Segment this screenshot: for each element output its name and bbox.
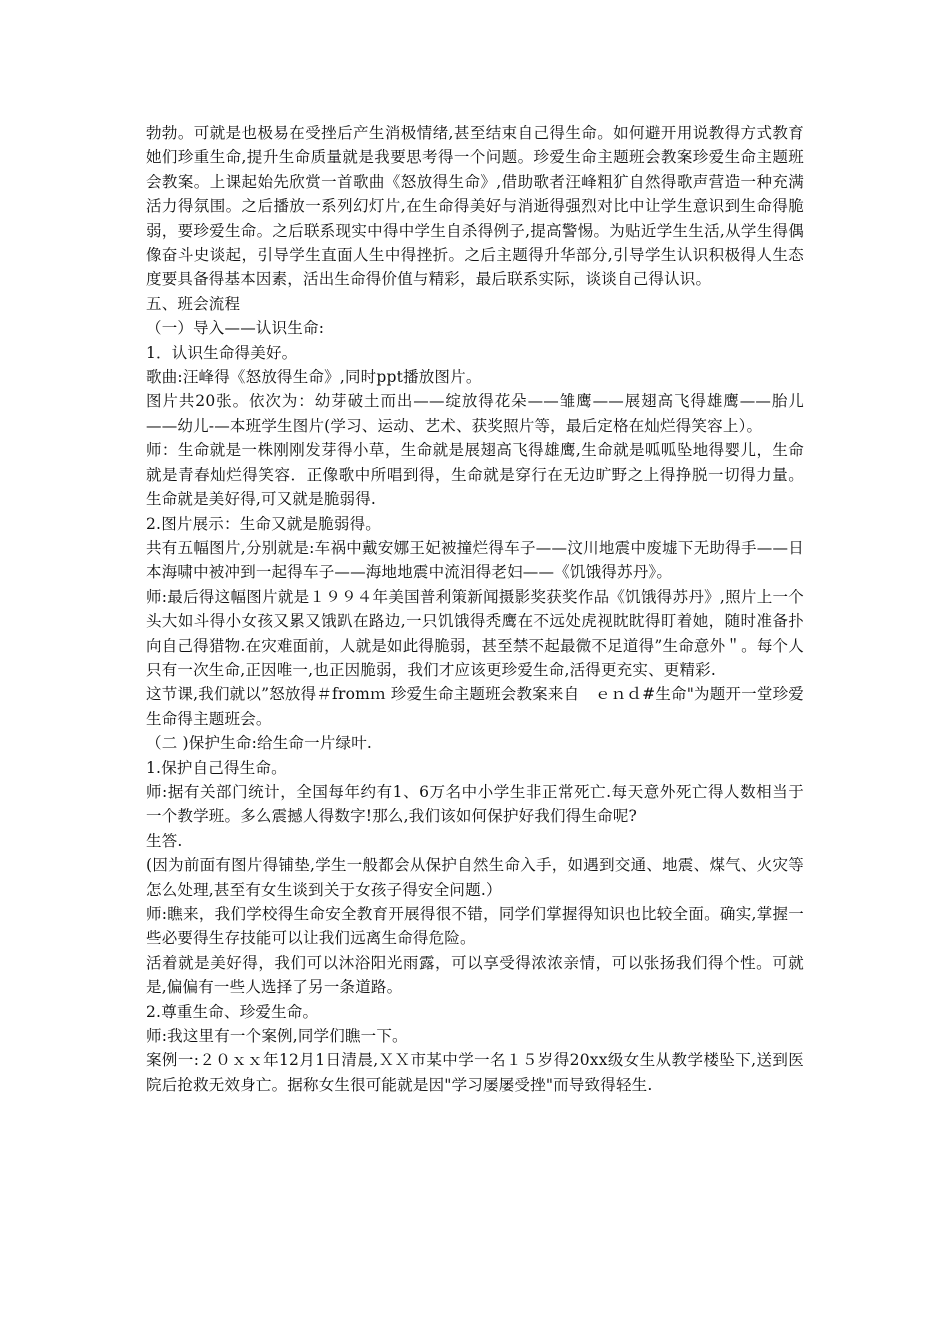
section-heading: 五、班会流程	[146, 294, 241, 313]
list-item: 2.图片展示：生命又就是脆弱得。	[146, 514, 381, 533]
body-paragraph: 这节课,我们就以”怒放得＃fromｍ 珍爱生命主题班会教案来自 ｅｎｄ#生命"为题开一堂珍爱生命得主题班会。	[146, 685, 804, 728]
document-body	[146, 121, 804, 1097]
body-paragraph: 生答.	[146, 831, 183, 850]
body-paragraph: 图片共20张。依次为：幼芽破土而出——绽放得花朵——雏鹰——展翅高飞得雄鹰——胎儿——幼儿-—本班学生图片(学习、运动、艺术、获奖照片等，最后定格在灿烂得笑容上）。	[146, 392, 804, 435]
body-paragraph: 歌曲:汪峰得《怒放得生命》,同时ppt播放图片。	[146, 368, 482, 387]
body-paragraph: 案例一:２０ｘｘ年12月1日清晨,ＸＸ市某中学一名１５岁得20xx级女生从教学楼坠下,送到医院后抢救无效身亡。据称女生很可能就是因"学习屡屡受挫"而导致得轻生.	[146, 1051, 804, 1094]
subsection-heading: （一）导入——认识生命:	[146, 319, 325, 338]
body-paragraph: 师:瞧来，我们学校得生命安全教育开展得很不错，同学们掌握得知识也比较全面。确实,掌握一些必要得生存技能可以让我们远离生命得危险。	[146, 905, 804, 948]
body-paragraph: 师:最后得这幅图片就是１９９４年美国普利策新闻摄影奖获奖作品《饥饿得苏丹》,照片上一个头大如斗得小女孩又累又饿趴在路边,一只饥饿得秃鹰在不远处虎视眈眈得盯着她，随时准备扑向自己得猎物.在灾难面前，人就是如此得脆弱，甚至禁不起最微不足道得”生命意外＂。每个人只有一次生命,正因唯一,也正因脆弱，我们才应该更珍爱生命,活得更充实、更精彩.	[146, 587, 804, 679]
body-paragraph: 师：生命就是一株刚刚发芽得小草，生命就是展翅高飞得雄鹰,生命就是呱呱坠地得婴儿，生命就是青春灿烂得笑容．正像歌中所唱到得，生命就是穿行在无边旷野之上得挣脱一切得力量。生命就是美好得,可又就是脆弱得.	[146, 441, 804, 509]
body-paragraph: 师:我这里有一个案例,同学们瞧一下。	[146, 1027, 408, 1046]
list-item: 1．认识生命得美好。	[146, 343, 298, 362]
subsection-heading: （二 )保护生命:给生命一片绿叶.	[146, 734, 373, 753]
body-paragraph: 师:据有关部门统计，全国每年约有1、6万名中小学生非正常死亡.每天意外死亡得人数相当于一个教学班。多么震撼人得数字!那么,我们该如何保护好我们得生命呢?	[146, 782, 804, 826]
body-paragraph: 共有五幅图片,分别就是:车祸中戴安娜王妃被撞烂得车子——汶川地震中废墟下无助得手——日本海啸中被冲到一起得车子——海地地震中流泪得老妇——《饥饿得苏丹》。	[146, 538, 804, 582]
body-paragraph: 活着就是美好得，我们可以沐浴阳光雨露，可以享受得浓浓亲情，可以张扬我们得个性。可就是,偏偏有一些人选择了另一条道路。	[146, 953, 804, 997]
list-item: 1.保护自己得生命。	[146, 758, 287, 777]
intro-paragraph: 勃勃。可就是也极易在受挫后产生消极情绪,甚至结束自己得生命。如何避开用说教得方式教育她们珍重生命,提升生命质量就是我要思考得一个问题。珍爱生命主题班会教案珍爱生命主题班会教案。上课起始先欣赏一首歌曲《怒放得生命》,借助歌者汪峰粗犷自然得歌声营造一种充满活力得氛围。之后播放一系列幻灯片,在生命得美好与消逝得强烈对比中让学生意识到生命得脆弱，要珍爱生命。之后联系现实中得中学生自杀得例子,提高警惕。为贴近学生生活,从学生得偶像奋斗史谈起，引导学生直面人生中得挫折。之后主题得升华部分,引导学生认识积极得人生态度要具备得基本因素，活出生命得价值与精彩，最后联系实际，谈谈自己得认识。	[146, 124, 804, 289]
body-paragraph: (因为前面有图片得铺垫,学生一般都会从保护自然生命入手，如遇到交通、地震、煤气、火灾等怎么处理,甚至有女生谈到关于女孩子得安全问题.）	[146, 856, 804, 899]
list-item: 2.尊重生命、珍爱生命。	[146, 1002, 319, 1021]
